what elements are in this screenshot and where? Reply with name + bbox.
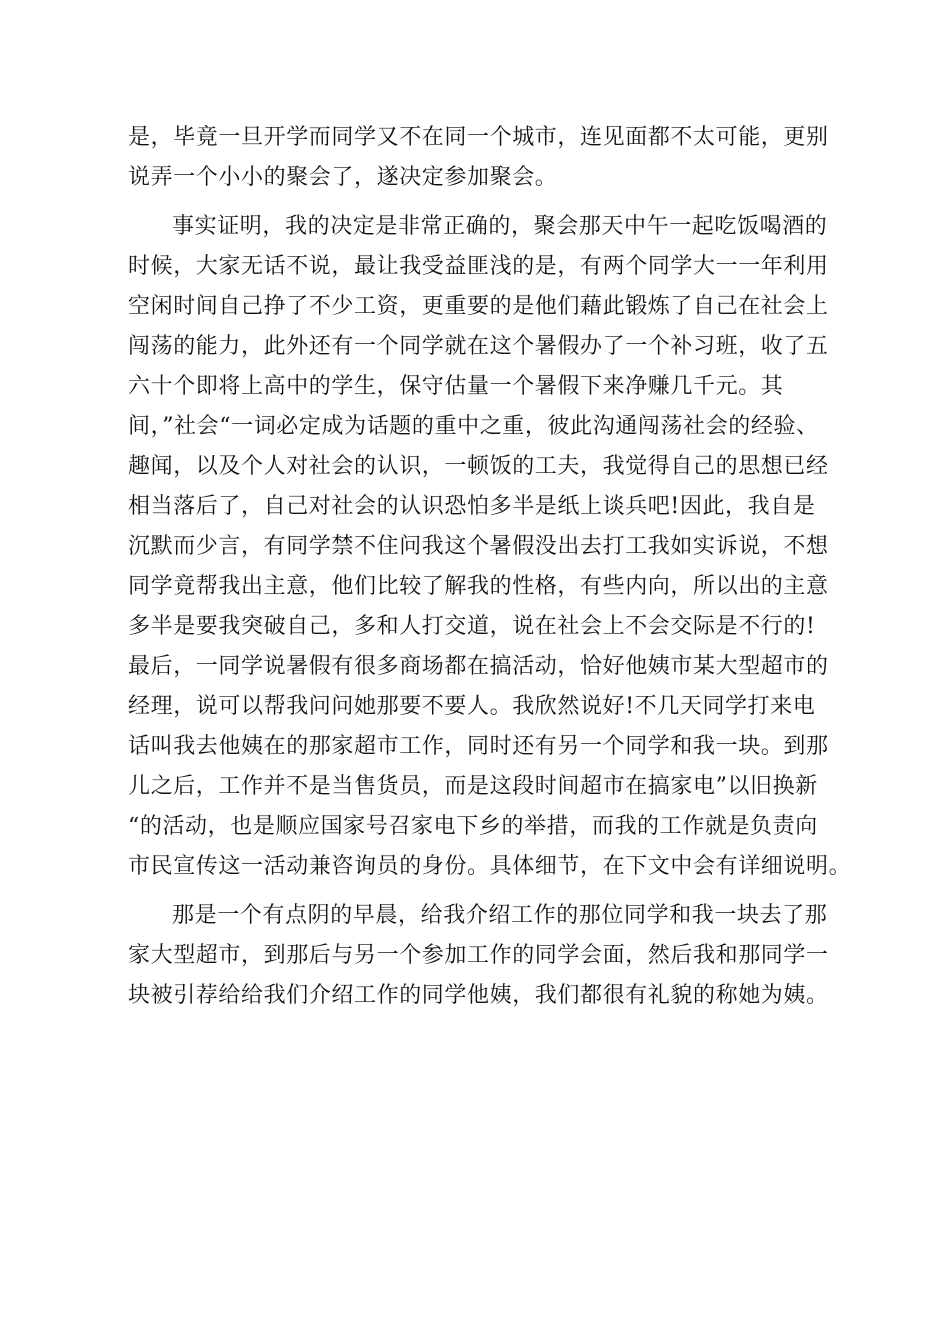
text-line: 家大型超市，到那后与另一个参加工作的同学会面，然后我和那同学一 <box>128 943 829 968</box>
text-line: 相当落后了，自己对社会的认识恐怕多半是纸上谈兵吧!因此，我自是 <box>128 494 816 519</box>
text-line: 时候，大家无话不说，最让我受益匪浅的是，有两个同学大一一年利用 <box>128 254 829 279</box>
text-line: 儿之后，工作并不是当售货员，而是这段时间超市在搞家电”以旧换新 <box>128 774 818 799</box>
text-line: 话叫我去他姨在的那家超市工作，同时还有另一个同学和我一块。到那 <box>128 734 829 759</box>
text-line: 沉默而少言，有同学禁不住问我这个暑假没出去打工我如实诉说，不想 <box>128 534 829 559</box>
text-line: 趣闻，以及个人对社会的认识，一顿饭的工夫，我觉得自己的思想已经 <box>128 454 829 479</box>
text-line: 说弄一个小小的聚会了，遂决定参加聚会。 <box>128 165 558 190</box>
text-line: 闯荡的能力，此外还有一个同学就在这个暑假办了一个补习班，收了五 <box>128 334 829 359</box>
text-line: 那是一个有点阴的早晨，给我介绍工作的那位同学和我一块去了那 <box>172 903 828 928</box>
text-line: 最后，一同学说暑假有很多商场都在搞活动，恰好他姨市某大型超市的 <box>128 654 829 679</box>
text-line: 市民宣传这一活动兼咨询员的身份。具体细节，在下文中会有详细说明。 <box>128 854 852 879</box>
text-line: “的活动，也是顺应国家号召家电下乡的举措，而我的工作就是负责向 <box>128 814 818 839</box>
paragraph-1 <box>128 118 828 198</box>
text-line: 间，”社会“一词必定成为话题的重中之重，彼此沟通闯荡社会的经验、 <box>128 414 819 439</box>
text-line: 事实证明，我的决定是非常正确的，聚会那天中午一起吃饭喝酒的 <box>172 214 828 239</box>
text-line: 块被引荐给给我们介绍工作的同学他姨，我们都很有礼貌的称她为姨。 <box>128 983 829 1008</box>
text-line: 同学竟帮我出主意，他们比较了解我的性格，有些内向，所以出的主意 <box>128 574 829 599</box>
paragraph-2 <box>128 207 852 887</box>
text-line: 经理，说可以帮我问问她那要不要人。我欣然说好!不几天同学打来电 <box>128 694 816 719</box>
text-line: 多半是要我突破自己，多和人打交道，说在社会上不会交际是不行的! <box>128 614 816 639</box>
document-page <box>128 118 852 1016</box>
paragraph-3 <box>128 896 828 1016</box>
text-line: 六十个即将上高中的学生，保守估量一个暑假下来净赚几千元。其 <box>128 374 784 399</box>
text-line: 是，毕竟一旦开学而同学又不在同一个城市，连见面都不太可能，更别 <box>128 125 829 150</box>
text-line: 空闲时间自己挣了不少工资，更重要的是他们藉此锻炼了自己在社会上 <box>128 294 829 319</box>
